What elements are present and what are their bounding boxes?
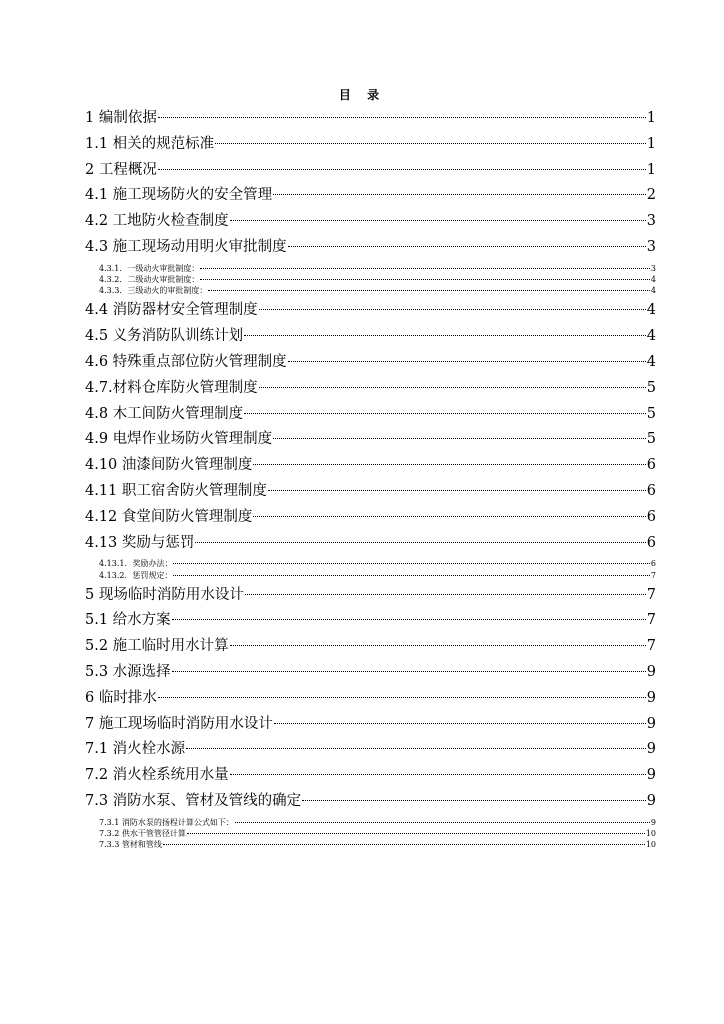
toc-entry[interactable] <box>85 402 656 428</box>
toc-entry-page-number: 3 <box>646 213 656 230</box>
toc-entry[interactable] <box>85 737 656 763</box>
toc-entry[interactable] <box>85 608 656 634</box>
toc-entry-label: 4.3.3．三级动火的审批制度： <box>99 286 208 296</box>
dot-leader <box>268 490 646 491</box>
dot-leader <box>245 594 646 595</box>
dot-leader <box>158 697 646 698</box>
toc-entry[interactable] <box>85 763 656 789</box>
dot-leader <box>230 774 646 775</box>
dot-leader <box>288 361 646 362</box>
toc-entry-label: 4.8 木工间防火管理制度 <box>85 405 244 422</box>
toc-entry-page-number: 1 <box>646 135 656 152</box>
toc-entry[interactable] <box>85 660 656 686</box>
dot-leader <box>172 671 646 672</box>
toc-entry-page-number: 1 <box>646 161 656 178</box>
dot-leader <box>163 844 645 845</box>
toc-entry-page-number: 7 <box>646 586 656 603</box>
toc-entry-page-number: 4 <box>646 353 656 370</box>
toc-entry-page-number: 5 <box>646 379 656 396</box>
dot-leader <box>158 169 646 170</box>
dot-leader <box>253 464 645 465</box>
toc-entry-page-number: 6 <box>646 482 656 499</box>
toc-entry-label: 5.2 施工临时用水计算 <box>85 638 229 655</box>
dot-leader <box>273 194 646 195</box>
toc-entry-label: 1.1 相关的规范标准 <box>85 135 215 152</box>
toc-entry[interactable] <box>85 828 656 839</box>
toc-entry[interactable] <box>85 132 656 158</box>
toc-entry-label: 4.10 油漆间防火管理制度 <box>85 457 253 474</box>
toc-entry-page-number: 6 <box>646 534 656 551</box>
toc-entry-label: 4.3.2．二级动火审批制度： <box>99 274 200 284</box>
dot-leader <box>235 822 650 823</box>
toc-entry-label: 4.9 电焊作业场防火管理制度 <box>85 431 273 448</box>
toc-entry-page-number: 3 <box>650 263 656 273</box>
dot-leader <box>158 117 646 118</box>
toc-entry-label: 1 编制依据 <box>85 110 157 126</box>
dot-leader <box>259 387 646 388</box>
toc-entry-page-number: 7 <box>646 638 656 655</box>
toc-entry-page-number: 3 <box>646 238 656 255</box>
toc-entry[interactable] <box>85 789 656 815</box>
toc-entry-label: 5.1 给水方案 <box>85 612 171 629</box>
toc-entry-label: 7.3.1 消防水泵的扬程计算公式如下： <box>99 817 234 827</box>
toc-entry-label: 4.2 工地防火检查制度 <box>85 213 229 230</box>
toc-entry-page-number: 9 <box>650 817 656 827</box>
toc-entry[interactable] <box>85 427 656 453</box>
toc-entry[interactable] <box>85 376 656 402</box>
dot-leader <box>274 723 646 724</box>
toc-entry-label: 7.2 消火栓系统用水量 <box>85 767 229 784</box>
dot-leader <box>253 516 645 517</box>
toc-entry-page-number: 2 <box>646 187 656 204</box>
toc-entry-label: 4.3 施工现场动用明火审批制度 <box>85 238 287 255</box>
toc-entry[interactable] <box>85 686 656 712</box>
toc-entry[interactable] <box>85 235 656 261</box>
dot-leader <box>173 575 649 576</box>
toc-entry-label: 4.4 消防器材安全管理制度 <box>85 302 258 319</box>
dot-leader <box>244 413 646 414</box>
toc-entry-label: 2 工程概况 <box>85 161 157 178</box>
toc-entry[interactable] <box>85 274 656 285</box>
toc-entry-page-number: 4 <box>650 286 656 296</box>
toc-entry[interactable] <box>85 839 656 850</box>
toc-entry[interactable] <box>85 634 656 660</box>
toc-entry-label: 4.3.1．一级动火审批制度： <box>99 263 200 273</box>
toc-entry-page-number: 4 <box>646 302 656 319</box>
toc-entry-page-number: 9 <box>646 741 656 758</box>
toc-entry[interactable] <box>85 558 656 569</box>
dot-leader <box>230 645 646 646</box>
dot-leader <box>302 800 646 801</box>
toc-entry-page-number: 4 <box>646 328 656 345</box>
dot-leader <box>259 309 646 310</box>
toc-entry-label: 6 临时排水 <box>85 689 157 706</box>
toc-entry[interactable] <box>85 453 656 479</box>
toc-entry-page-number: 10 <box>645 829 656 839</box>
dot-leader <box>230 220 646 221</box>
toc-entry[interactable] <box>85 263 656 274</box>
toc-entry-page-number: 9 <box>646 689 656 706</box>
dot-leader <box>172 619 646 620</box>
dot-leader <box>200 279 650 280</box>
toc-entry-label: 4.1 施工现场防火的安全管理 <box>85 187 273 204</box>
toc-entry[interactable] <box>85 106 656 132</box>
toc-entry-page-number: 9 <box>646 664 656 681</box>
toc-title: 目 录 <box>338 88 386 102</box>
toc-entry-label: 7.3.3 管材和管线 <box>99 840 162 850</box>
toc-entry-label: 4.13 奖励与惩罚 <box>85 534 195 551</box>
toc-entry-label: 4.5 义务消防队训练计划 <box>85 328 244 345</box>
toc-entry[interactable] <box>85 158 656 184</box>
toc-entry-label: 7.1 消火栓水源 <box>85 741 186 758</box>
toc-entry-page-number: 6 <box>646 457 656 474</box>
dot-leader <box>173 563 649 564</box>
dot-leader <box>273 438 646 439</box>
table-of-contents <box>85 106 656 852</box>
dot-leader <box>200 268 650 269</box>
toc-entry[interactable] <box>85 583 656 609</box>
dot-leader <box>208 290 650 291</box>
toc-entry[interactable] <box>85 324 656 350</box>
toc-entry[interactable] <box>85 350 656 376</box>
toc-entry-label: 4.13.2．惩罚规定： <box>99 570 173 580</box>
toc-entry[interactable] <box>85 298 656 324</box>
toc-entry-page-number: 7 <box>646 612 656 629</box>
toc-entry-page-number: 6 <box>650 559 656 569</box>
toc-entry-label: 4.13.1．奖励办法： <box>99 559 173 569</box>
toc-entry-label: 5 现场临时消防用水设计 <box>85 586 244 603</box>
dot-leader <box>187 833 645 834</box>
toc-entry-label: 7.3 消防水泵、管材及管线的确定 <box>85 793 302 810</box>
toc-entry-page-number: 9 <box>646 767 656 784</box>
toc-entry[interactable] <box>85 570 656 581</box>
toc-entry-page-number: 5 <box>646 405 656 422</box>
toc-entry-page-number: 4 <box>650 274 656 284</box>
toc-entry-page-number: 5 <box>646 431 656 448</box>
toc-entry-page-number: 9 <box>646 715 656 732</box>
toc-entry-label: 4.11 职工宿舍防火管理制度 <box>85 482 267 499</box>
toc-entry-label: 5.3 水源选择 <box>85 664 171 681</box>
toc-entry[interactable] <box>85 209 656 235</box>
toc-entry-page-number: 10 <box>645 840 656 850</box>
toc-entry-page-number: 6 <box>646 508 656 525</box>
dot-leader <box>186 748 646 749</box>
toc-entry-label: 7 施工现场临时消防用水设计 <box>85 715 273 732</box>
toc-entry[interactable] <box>85 183 656 209</box>
dot-leader <box>288 246 646 247</box>
toc-entry[interactable] <box>85 531 656 557</box>
toc-entry-label: 4.7.材料仓库防火管理制度 <box>85 379 258 396</box>
toc-entry-page-number: 1 <box>646 110 656 126</box>
toc-entry[interactable] <box>85 505 656 531</box>
toc-entry[interactable] <box>85 712 656 738</box>
toc-entry[interactable] <box>85 285 656 296</box>
toc-entry-label: 4.12 食堂间防火管理制度 <box>85 508 253 525</box>
dot-leader <box>244 335 646 336</box>
toc-entry[interactable] <box>85 817 656 828</box>
toc-entry-label: 7.3.2 供水干管管径计算 <box>99 829 186 839</box>
toc-entry-label: 4.6 特殊重点部位防火管理制度 <box>85 353 287 370</box>
toc-entry-page-number: 7 <box>650 570 656 580</box>
toc-entry-page-number: 9 <box>646 793 656 810</box>
toc-entry[interactable] <box>85 479 656 505</box>
dot-leader <box>195 542 645 543</box>
dot-leader <box>215 143 646 144</box>
